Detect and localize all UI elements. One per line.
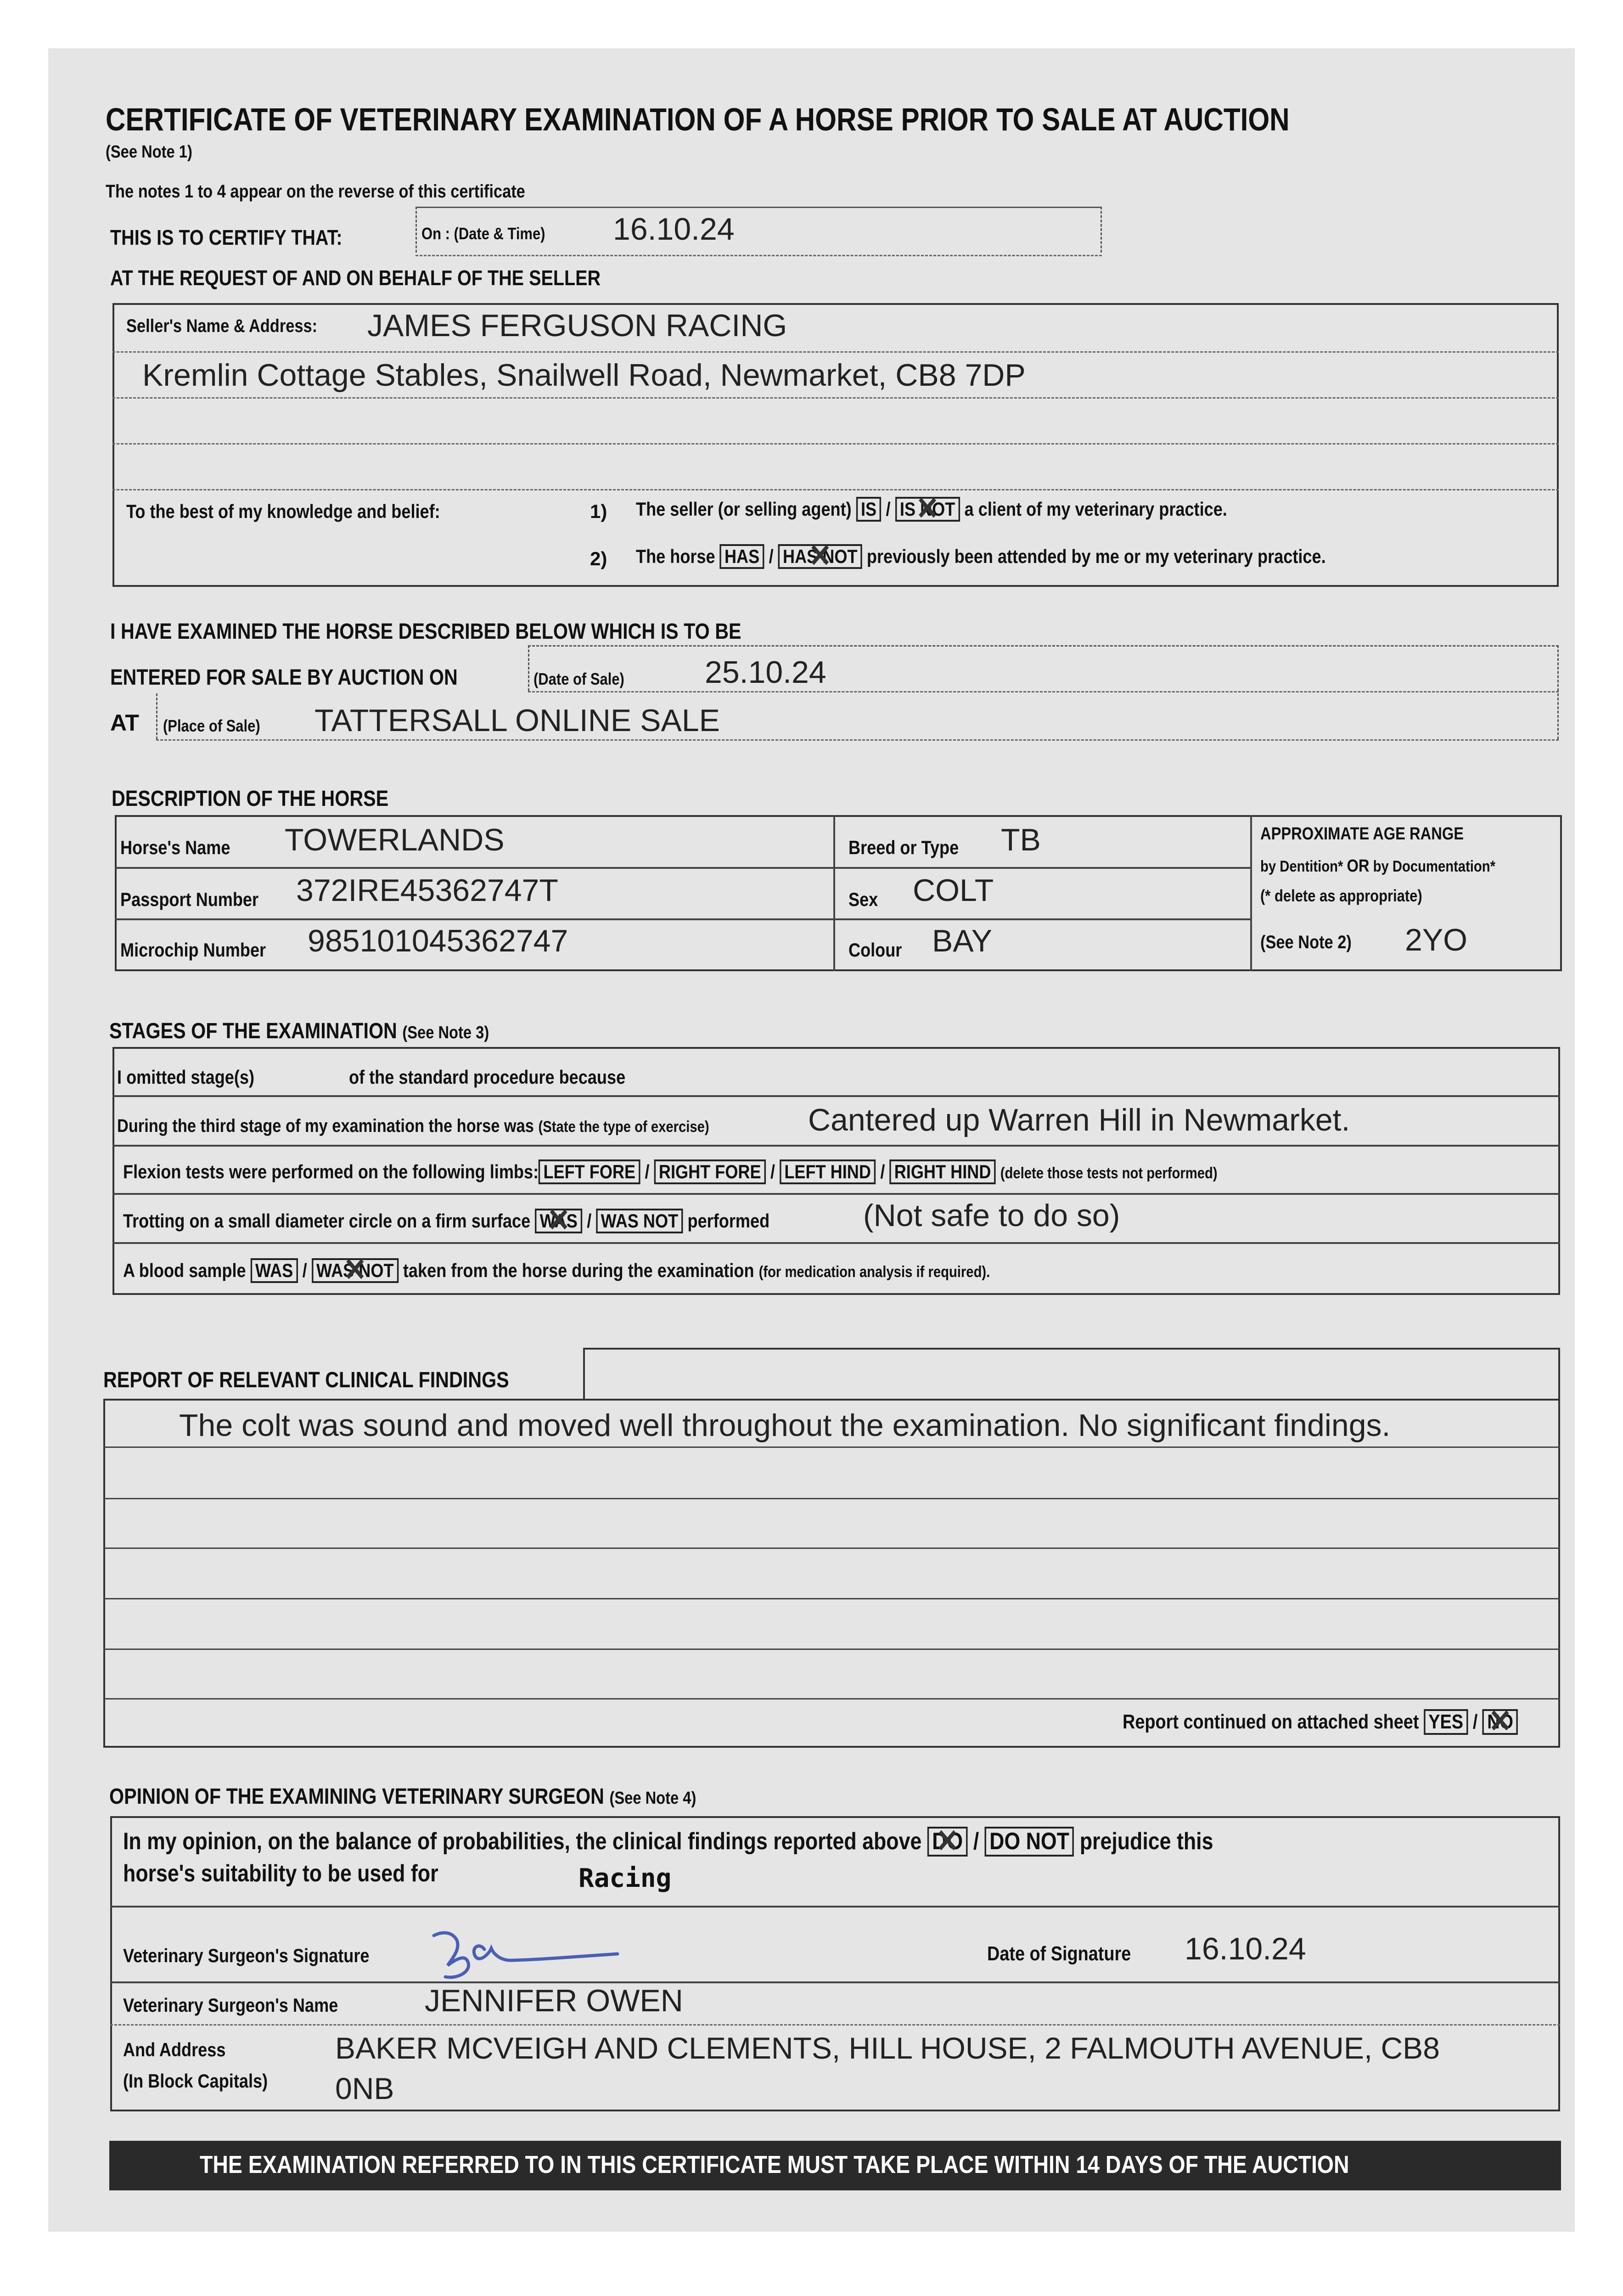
age-range-heading: APPROXIMATE AGE RANGE xyxy=(1260,824,1464,844)
passport-label: Passport Number xyxy=(120,889,259,910)
divider xyxy=(103,1446,1560,1448)
footer-notice: THE EXAMINATION REFERRED TO IN THIS CERTIFICATE MUST TAKE PLACE WITHIN 14 DAYS OF THE AUCTION xyxy=(200,2151,1349,2178)
sex-label: Sex xyxy=(848,889,878,910)
opinion-line-2: horse's suitability to be used for xyxy=(123,1860,438,1887)
at-label: AT xyxy=(110,710,139,736)
age-delete-note: (* delete as appropriate) xyxy=(1260,886,1422,905)
is-not-option[interactable]: IS NOT ✕ xyxy=(895,497,960,522)
place-label: (Place of Sale) xyxy=(163,716,260,735)
report-heading: REPORT OF RELEVANT CLINICAL FINDINGS xyxy=(103,1368,509,1392)
divider xyxy=(112,489,1559,490)
knowledge-item-1: The seller (or selling agent) IS / IS NOT ✕ a client of my veterinary practice. xyxy=(636,497,1323,522)
continued-yes-option[interactable]: YES xyxy=(1424,1709,1468,1735)
microchip-label: Microchip Number xyxy=(120,939,266,961)
divider xyxy=(833,815,835,971)
has-not-option[interactable]: HAS NOT ✕ xyxy=(778,544,862,569)
sale-date-field[interactable] xyxy=(528,645,1559,691)
date-of-sale-label: (Date of Sale) xyxy=(534,670,624,688)
divider xyxy=(103,1498,1560,1499)
opinion-line-1: In my opinion, on the balance of probabilities, the clinical findings reported above DO ✕ / DO NOT prejudice this xyxy=(123,1827,1391,1857)
sale-place: TATTERSALL ONLINE SALE xyxy=(314,703,720,738)
seller-address: Kremlin Cottage Stables, Snailwell Road, Newmarket, CB8 7DP xyxy=(142,358,1026,393)
exam-date: 16.10.24 xyxy=(613,212,735,247)
age: 2YO xyxy=(1405,923,1468,957)
divider xyxy=(112,1095,1560,1097)
on-label: On : (Date & Time) xyxy=(421,224,545,243)
omitted-stages-label: I omitted stage(s) xyxy=(117,1066,255,1088)
divider xyxy=(112,1193,1560,1195)
has-option[interactable]: HAS xyxy=(720,544,764,569)
divider xyxy=(112,1242,1560,1244)
see-note-1: (See Note 1) xyxy=(106,142,192,162)
request-label: AT THE REQUEST OF AND ON BEHALF OF THE SELLER xyxy=(110,266,601,290)
do-not-option[interactable]: DO NOT xyxy=(985,1827,1074,1857)
divider xyxy=(110,2024,1560,2026)
divider xyxy=(103,1548,1560,1549)
age-see-note-2: (See Note 2) xyxy=(1260,932,1352,952)
right-fore-option[interactable]: RIGHT FORE xyxy=(654,1159,766,1184)
certificate-title: CERTIFICATE OF VETERINARY EXAMINATION OF A HORSE PRIOR TO SALE AT AUCTION xyxy=(106,101,1290,137)
divider xyxy=(528,691,1559,692)
address-label-block-capitals: (In Block Capitals) xyxy=(123,2070,268,2092)
divider xyxy=(103,1698,1560,1699)
report-box[interactable] xyxy=(103,1399,1560,1748)
omitted-stages-reason-label: of the standard procedure because xyxy=(349,1066,626,1088)
certify-label: THIS IS TO CERTIFY THAT: xyxy=(110,225,343,249)
signature-image xyxy=(425,1922,636,1984)
horse-name: TOWERLANDS xyxy=(285,822,505,857)
age-range-method: by Dentition* OR by Documentation* xyxy=(1260,856,1496,876)
seller-name: JAMES FERGUSON RACING xyxy=(367,308,787,343)
microchip-number: 985101045362747 xyxy=(308,923,568,958)
trotting-was-option[interactable]: WAS ✕ xyxy=(535,1209,582,1233)
surgeon-name-label: Veterinary Surgeon's Name xyxy=(123,1994,338,2016)
suitability-use: Racing xyxy=(578,1863,672,1893)
divider xyxy=(112,1145,1560,1147)
third-stage-label: During the third stage of my examination the horse was (State the type of exercise) xyxy=(117,1116,709,1136)
signature-date-label: Date of Signature xyxy=(987,1942,1131,1965)
surgeon-address-line-2: 0NB xyxy=(335,2071,394,2105)
colour-label: Colour xyxy=(848,939,902,961)
divider xyxy=(416,255,1102,256)
third-stage-exercise: Cantered up Warren Hill in Newmarket. xyxy=(808,1103,1350,1137)
divider xyxy=(112,351,1559,353)
report-findings: The colt was sound and moved well throughout the examination. No significant findings. xyxy=(179,1408,1391,1443)
divider xyxy=(115,867,1252,869)
examined-line-2: ENTERED FOR SALE BY AUCTION ON xyxy=(110,665,458,690)
passport-number: 372IRE45362747T xyxy=(296,873,558,908)
notes-text: The notes 1 to 4 appear on the reverse of this certificate xyxy=(106,181,525,202)
divider xyxy=(110,1906,1560,1908)
continued-no-option[interactable]: NO ✕ xyxy=(1483,1709,1518,1735)
signature-date: 16.10.24 xyxy=(1185,1931,1306,1966)
left-fore-option[interactable]: LEFT FORE xyxy=(539,1159,640,1184)
divider xyxy=(112,443,1559,445)
knowledge-item-1-number: 1) xyxy=(590,501,607,522)
blood-sample: A blood sample WAS / WAS NOT ✕ taken from the horse during the examination (for medication analysis if required). xyxy=(123,1258,1131,1283)
horse-name-label: Horse's Name xyxy=(120,837,230,858)
knowledge-item-2: The horse HAS / HAS NOT ✕ previously been attended by me or my veterinary practice. xyxy=(636,544,1438,569)
left-hind-option[interactable]: LEFT HIND xyxy=(780,1159,876,1184)
knowledge-label: To the best of my knowledge and belief: xyxy=(126,501,440,522)
divider xyxy=(110,1981,1560,1983)
report-continued: Report continued on attached sheet YES / NO ✕ xyxy=(1123,1709,1582,1735)
opinion-heading: OPINION OF THE EXAMINING VETERINARY SURGEON (See Note 4) xyxy=(109,1784,696,1809)
blood-was-not-option[interactable]: WAS NOT ✕ xyxy=(312,1258,399,1283)
do-option[interactable]: DO ✕ xyxy=(927,1827,968,1857)
surgeon-name: JENNIFER OWEN xyxy=(425,1983,683,2018)
is-option[interactable]: IS xyxy=(856,497,882,522)
divider xyxy=(1250,815,1252,971)
report-heading-field xyxy=(583,1348,1560,1401)
divider xyxy=(103,1598,1560,1599)
trotting-was-not-option[interactable]: WAS NOT xyxy=(596,1209,683,1233)
divider xyxy=(115,918,1252,920)
divider xyxy=(103,1649,1560,1650)
breed-label: Breed or Type xyxy=(848,837,959,858)
seller-label: Seller's Name & Address: xyxy=(126,316,318,336)
sale-date: 25.10.24 xyxy=(705,655,826,690)
divider xyxy=(156,739,1559,741)
right-hind-option[interactable]: RIGHT HIND xyxy=(889,1159,995,1184)
stages-heading: STAGES OF THE EXAMINATION (See Note 3) xyxy=(109,1019,489,1043)
knowledge-item-2-number: 2) xyxy=(590,548,607,569)
colour: BAY xyxy=(932,923,993,958)
address-label: And Address xyxy=(123,2039,226,2060)
signature-label: Veterinary Surgeon's Signature xyxy=(123,1945,370,1966)
blood-was-option[interactable]: WAS xyxy=(251,1258,298,1283)
flexion-tests: Flexion tests were performed on the following limbs: LEFT FORE / RIGHT FORE / LEFT HIND / RIGHT HIND (delete those tests not performed) xyxy=(123,1159,1396,1184)
trotting-comment: (Not safe to do so) xyxy=(863,1198,1120,1233)
examined-line-1: I HAVE EXAMINED THE HORSE DESCRIBED BELOW WHICH IS TO BE xyxy=(110,619,741,644)
trotting-test: Trotting on a small diameter circle on a firm surface WAS ✕ / WAS NOT performed xyxy=(123,1209,875,1233)
sex: COLT xyxy=(913,873,994,908)
divider xyxy=(112,397,1559,399)
description-heading: DESCRIPTION OF THE HORSE xyxy=(112,787,389,811)
surgeon-address-line-1: BAKER MCVEIGH AND CLEMENTS, HILL HOUSE, 2 FALMOUTH AVENUE, CB8 xyxy=(335,2031,1440,2065)
breed: TB xyxy=(1001,822,1041,857)
